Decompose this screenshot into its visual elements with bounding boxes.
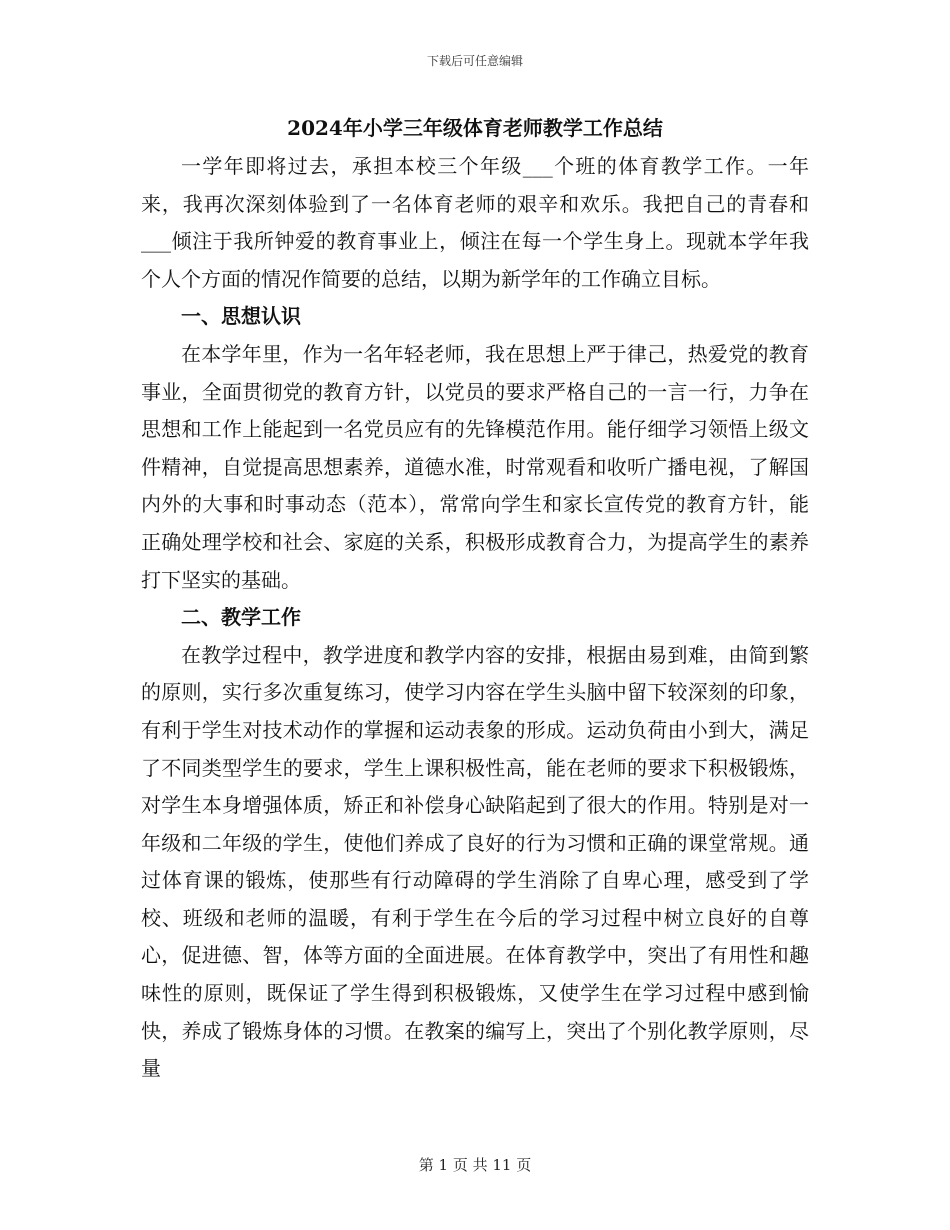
intro-paragraph: 一学年即将过去，承担本校三个年级___个班的体育教学工作。一年来，我再次深刻体验到了一名体育老师的艰辛和欢乐。我把自己的青春和___倾注于我所钟爱的教育事业上，倾注在每一个学生身上。现就本学年我个人个方面的情况作简要的总结，以期为新学年的工作确立目标。 (141, 154, 809, 291)
section-thought (141, 298, 809, 599)
section-heading: 二、教学工作 (181, 605, 301, 630)
page-number: 第 1 页 共 11 页 (418, 1156, 532, 1174)
document-body (141, 110, 809, 1088)
section-teaching (141, 599, 809, 1088)
page-header: 下载后可任意编辑 (426, 54, 523, 68)
section-heading: 一、思想认识 (181, 304, 301, 329)
section-paragraph: 在本学年里，作为一名年轻老师，我在思想上严于律己，热爱党的教育事业，全面贯彻党的教育方针，以党员的要求严格自己的一言一行，力争在思想和工作上能起到一名党员应有的先锋模范作用。能仔细学习领悟上级文件精神，自觉提高思想素养，道德水准，时常观看和收听广播电视，了解国内外的大事和时事动态（范本），常常向学生和家长宣传党的教育方针，能正确处理学校和社会、家庭的关系，积极形成教育合力，为提高学生的素养打下坚实的基础。 (141, 341, 809, 592)
section-paragraph: 在教学过程中，教学进度和教学内容的安排，根据由易到难，由简到繁的原则，实行多次重复练习，使学习内容在学生头脑中留下较深刻的印象，有利于学生对技术动作的掌握和运动表象的形成。运动负荷由小到大，满足了不同类型学生的要求，学生上课积极性高，能在老师的要求下积极锻炼，对学生本身增强体质，矫正和补偿身心缺陷起到了很大的作用。特别是对一年级和二年级的学生，使他们养成了良好的行为习惯和正确的课堂常规。通过体育课的锻炼，使那些有行动障碍的学生消除了自卑心理，感受到了学校、班级和老师的温暖，有利于学生在今后的学习过程中树立良好的自尊心，促进德、智，体等方面的全面进展。在体育教学中，突出了有用性和趣味性的原则，既保证了学生得到积极锻炼，又使学生在学习过程中感到愉快，养成了锻炼身体的习惯。在教案的编写上，突出了个别化教学原则，尽量 (141, 642, 809, 1081)
document-title: 2024年小学三年级体育老师教学工作总结 (287, 116, 663, 140)
